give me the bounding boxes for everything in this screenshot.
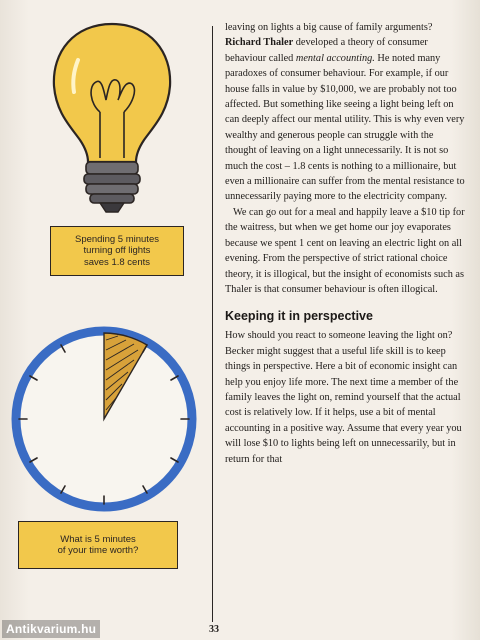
key-term: mental accounting. <box>295 52 375 64</box>
clock-icon <box>0 0 212 520</box>
bulb-caption: Spending 5 minutes turning off lights saves 1.8 cents <box>75 233 159 268</box>
watermark: Antikvarium.hu <box>2 620 100 638</box>
paragraph-2: We can go out for a meal and happily leave a $10 tip for the waitress, but when we get home our joy evaporates because we spent 1 cent on leaving an electric light on all evening. From the perspective of strict rational choice theory, it is illogical, but the insight of economists such as Thaler is that consumer behaviour is often illogical. <box>225 206 465 295</box>
column-divider <box>212 26 213 622</box>
paragraph-3: How should you react to someone leaving the light on? Becker might suggest that a useful life skill is to keep things in perspective. Here a bit of economic insight can help you enjoy life more. The next time a member of the family leaves the light on, remind yourself that the actual cost is relatively low. If it helps, use a bit of mental accounting in a positive way. Assume that every year you will lose $10 to lights being left on unnecessarily, but in return for that <box>225 330 462 465</box>
clock-caption: What is 5 minutes of your time worth? <box>57 533 139 556</box>
author-name: Richard Thaler <box>225 37 294 49</box>
clock-caption-box <box>18 521 178 569</box>
paragraph-1: leaving on lights a big cause of family arguments? Richard Thaler developed a theory of consumer behaviour called mental accounting. He noted many paradoxes of consumer behaviour. For example, if our house falls in value by $10,000, we are probably not too affected. But something like seeing a light being left on can deeply affect our mental utility. This is why even very wealthy and generous people can struggle with the thought of leaving on a light unnecessarily. It is not so much the cost – 1.8 cents is nothing to a millionaire, but even a millionaire can suffer from the mental resistance to unnecessarily paying more to the electricity company. <box>225 22 465 203</box>
page-number: 33 <box>209 624 219 635</box>
article-column <box>225 20 465 467</box>
section-heading: Keeping it in perspective <box>225 309 373 324</box>
